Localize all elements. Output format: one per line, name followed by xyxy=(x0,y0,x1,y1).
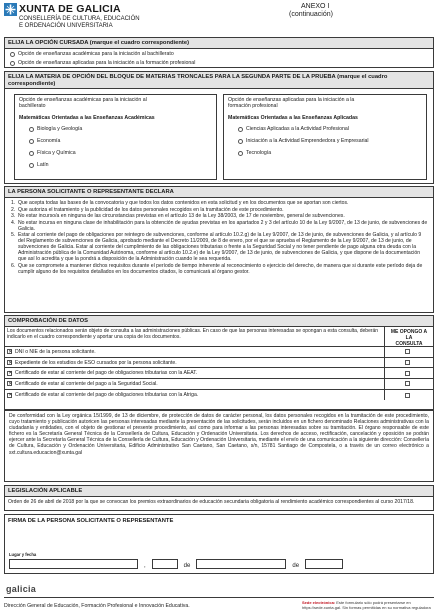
economia-label: Economía xyxy=(37,138,61,144)
oppose-aeat-checkbox[interactable] xyxy=(405,371,410,376)
materia-title: ELIJA LA MATERIA DE OPCIÓN DEL BLOQUE DE MATERIAS TRONCALES PARA LA SEGUNDA PARTE DE LA PRUEBA (marque el cuadro correspondiente) xyxy=(5,72,433,89)
materia-academicas-subtitle: Matemáticas Orientadas a las Enseñanzas Académicas xyxy=(19,115,155,121)
firma-title: FIRMA DE LA PERSONA SOLICITANTE O REPRESENTANTE xyxy=(8,518,174,524)
oppose-cell xyxy=(385,347,433,358)
atriga-document-check xyxy=(7,393,12,398)
legislacion-section xyxy=(4,485,434,511)
lugar-fecha-label: Lugar y fecha xyxy=(9,552,37,557)
comprobacion-section xyxy=(4,315,434,410)
materia-option-biologia[interactable] xyxy=(29,126,212,132)
materia-aplicadas-title-1: Opción de enseñanzas aplicadas para la iniciación a la xyxy=(228,97,355,103)
declara-item xyxy=(11,220,429,232)
declara-item xyxy=(11,232,429,262)
anexo-continuacion: (continuación) xyxy=(289,11,333,18)
firma-section xyxy=(4,514,434,574)
mes-input[interactable] xyxy=(196,559,286,569)
materia-aplicadas-title-2: formación profesional xyxy=(228,103,278,109)
document-header xyxy=(4,3,434,33)
seguridad-social-document-check xyxy=(7,381,12,386)
table-row xyxy=(5,390,384,401)
comprobacion-oppose-column xyxy=(385,327,433,400)
opcion-cursada-title: ELIJA LA OPCIÓN CURSADA (marque el cuadro correspondiente) xyxy=(5,38,433,49)
declara-item-number: 2. xyxy=(11,206,16,213)
materia-option-latin[interactable] xyxy=(29,162,212,168)
fisica-label: Física y Química xyxy=(37,150,76,156)
oppose-atriga-checkbox[interactable] xyxy=(405,393,410,398)
biologia-radio[interactable] xyxy=(29,127,34,132)
oppose-seguridad-social-checkbox[interactable] xyxy=(405,381,410,386)
materia-option-iniciacion[interactable] xyxy=(238,138,422,144)
ciencias-label: Ciencias Aplicadas a la Actividad Profesional xyxy=(246,126,349,132)
declara-item-text: Estar al corriente del pago de obligaciones por reintegro de subvenciones, conforme al artículo 10.2.g) de la Ley 9/2007, de 13 de junio, de subvenciones de Galicia, y al artículo 9 del Reglamento de subvenciones de Galicia, aprobado mediante el Decreto 11/2009, de 8 de enero, por el que se aprueba el Reglamento de la Ley 9/2007, de 13 de junio, de subvenciones de Galicia. Estar al corriente del cumplimiento de las obligaciones tributarias o frente a la Seguridad Social y no tener pendiente de pago alguna otra deuda con la Administración pública de la Comunidad Autónoma, conforme al artículo 10.2.e) de la Ley 9/2007, de 13 de junio, de subvenciones de Galicia, y que dispone de la documentación que así lo acredita y que la pondrá a disposición de la Administración cuando le sea requerida. xyxy=(18,232,422,263)
comprobacion-table xyxy=(5,326,433,400)
opcion-aplicadas-label: Opción de enseñanzas aplicadas para la iniciación a la formación profesional xyxy=(18,60,196,66)
declara-item-text: Que se compromete a mantener dichos requisitos durante el período de tiempo inherente al reconocimiento o ejercicio del derecho, de manera que si durante este período deja de cumplir alguno de los requisitos detallados en los documentos citados, lo comunicará al órgano gestor. xyxy=(18,262,423,275)
materia-aplicadas-box xyxy=(223,94,427,180)
oppose-header-line-1: ME OPONGO A LA xyxy=(390,329,428,341)
lugar-fecha-row xyxy=(9,559,343,569)
comma-separator: , xyxy=(144,563,146,569)
table-row xyxy=(5,347,384,358)
xunta-cross-icon xyxy=(4,3,17,16)
brand-name: XUNTA DE GALICIA xyxy=(19,3,121,15)
tecnologia-label: Tecnología xyxy=(246,150,272,156)
comprobacion-title: COMPROBACIÓN DE DATOS xyxy=(5,316,433,326)
tecnologia-radio[interactable] xyxy=(238,151,243,156)
proteccion-datos-section xyxy=(4,410,434,482)
conselleria-line-2: E ORDENACIÓN UNIVERSITARIA xyxy=(19,23,113,29)
oppose-column-header xyxy=(385,327,433,347)
materia-academicas-title-2: bachillerato xyxy=(19,103,46,109)
opcion-academicas-radio[interactable] xyxy=(10,52,15,57)
conselleria-name xyxy=(19,16,140,30)
document-label: Expediente de los estudios de ESO cursados por la persona solicitante. xyxy=(15,359,177,366)
oppose-expediente-checkbox[interactable] xyxy=(405,360,410,365)
declara-list xyxy=(5,198,433,278)
biologia-label: Biología y Geología xyxy=(37,126,83,132)
conselleria-line-1: CONSELLERÍA DE CULTURA, EDUCACIÓN xyxy=(19,16,140,22)
ciencias-radio[interactable] xyxy=(238,127,243,132)
declara-item-number: 4. xyxy=(11,219,16,226)
declara-item-number: 6. xyxy=(11,262,16,269)
sede-label: Sede electrónica: xyxy=(302,600,336,605)
declara-item xyxy=(11,213,429,219)
economia-radio[interactable] xyxy=(29,139,34,144)
table-row xyxy=(5,358,384,369)
opcion-aplicadas-radio[interactable] xyxy=(10,61,15,66)
oppose-header-line-2: CONSULTA xyxy=(395,341,423,347)
dia-input[interactable] xyxy=(152,559,178,569)
materia-academicas-title-1: Opción de enseñanzas académicas para la iniciación al xyxy=(19,97,147,103)
declara-item-text: No estar incursa en ninguna clase de inhabilitación para la obtención de ayudas previstas en los apartados 2 y 3 del artículo 10 de la Ley 9/2007, de 13 de junio, de subvenciones de Galicia. xyxy=(18,219,428,232)
declara-section xyxy=(4,186,434,313)
oppose-cell xyxy=(385,390,433,401)
anexo-label xyxy=(289,3,333,19)
iniciacion-label: Iniciación a la Actividad Emprendedora y Empresarial xyxy=(246,138,369,144)
opcion-academicas-label: Opción de enseñanzas académicas para la iniciación al bachillerato xyxy=(18,51,174,57)
legislacion-title: LEGISLACIÓN APLICABLE xyxy=(5,486,433,497)
dni-document-check xyxy=(7,349,12,354)
declara-item-number: 5. xyxy=(11,232,16,239)
footer-sede xyxy=(302,600,434,610)
de-separator-2: de xyxy=(292,563,300,569)
declara-item-text: Que autoriza el tratamiento y la publicidad de los datos personales recogidos en la tramitación de este procedimiento. xyxy=(18,206,284,213)
table-row xyxy=(5,379,384,390)
comprobacion-documents-column xyxy=(5,327,385,400)
latin-radio[interactable] xyxy=(29,163,34,168)
declara-item-text: No estar incurso/a en ninguna de las circunstancias previstas en el artículo 13 de la Ley 38/2003, de 17 de noviembre, general de subvenciones. xyxy=(18,213,345,220)
fisica-radio[interactable] xyxy=(29,151,34,156)
latin-label: Latín xyxy=(37,162,49,168)
document-label: Certificado de estar al corriente del pago a la Seguridad Social. xyxy=(15,380,158,387)
materia-option-fisica[interactable] xyxy=(29,150,212,156)
declara-item xyxy=(11,207,429,213)
oppose-dni-checkbox[interactable] xyxy=(405,349,410,354)
declara-item-number: 1. xyxy=(11,200,16,206)
materia-option-tecnologia[interactable] xyxy=(238,150,422,156)
materia-academicas-box xyxy=(14,94,217,180)
opcion-aplicadas-row[interactable] xyxy=(10,60,433,66)
iniciacion-radio[interactable] xyxy=(238,139,243,144)
proteccion-datos-text: De conformidad con la Ley orgánica 15/1999, de 13 de diciembre, de protección de datos de carácter personal, los datos personales recogidos en la tramitación de este procedimiento, cuyo tratamiento y publicación autoricen las personas interesadas mediante la presentación de las solicitudes, serán incluidos en un fichero denominado Relaciones administrativas con la ciudadanía y entidades, con el objeto de gestionar el presente procedimiento, así como para informar a las personas interesadas sobre su tramitación. El órgano responsable de este fichero es la Secretaría General Técnica de la Consellería de Cultura, Educación y Ordenación Universitaria. Los derechos de acceso, rectificación, cancelación y oposición se podrán ejercer ante la Secretaría General Técnica de la Consellería de Cultura, Educación y Ordenación Universitaria, mediante el envío de una comunicación a la siguiente dirección: Consellería de Cultura, Educación y Ordenación Universitaria, Edificio Administrativo San Caetano, San Caetano, s/n, 15781 Santiago de Compostela, o a través de un correo electrónico a sxt.cultura.educacion@xunta.gal xyxy=(9,413,429,456)
aeat-document-check xyxy=(7,371,12,376)
materia-aplicadas-subtitle: Matemáticas Orientadas a las Enseñanzas Aplicadas xyxy=(228,115,358,121)
lugar-input[interactable] xyxy=(9,559,138,569)
expediente-document-check xyxy=(7,360,12,365)
sede-text: Este formulario sólo podrá presentarse en https://sede.xunta.gal. Sin formas permitidas en su normativa reguladora xyxy=(302,600,431,610)
anexo-title: ANEXO I xyxy=(301,3,330,10)
declara-item-text: Que acepta todas las bases de la convocatoria y que todos los datos contenidos en esta solicitud y en los documentos que se aportan son ciertos. xyxy=(18,200,349,206)
comprobacion-header-text: Los documentos relacionados serán objeto de consulta a las administraciones públicas. En caso de que las personas interesadas se opongan a esta consulta, deberán indicarlo en el cuadro correspondiente y aportar una copia de los documentos. xyxy=(5,327,384,347)
declara-item xyxy=(11,200,429,206)
materia-option-economia[interactable] xyxy=(29,138,212,144)
opcion-cursada-section xyxy=(4,37,434,68)
opcion-academicas-row[interactable] xyxy=(10,51,433,57)
table-row xyxy=(5,368,384,379)
footer-divider xyxy=(4,597,434,598)
document-label: Certificado de estar al corriente del pago de obligaciones tributarias con la Atriga. xyxy=(15,392,199,399)
declara-item xyxy=(11,263,429,275)
materia-option-ciencias[interactable] xyxy=(238,126,422,132)
ano-input[interactable] xyxy=(305,559,343,569)
galicia-logo: galicia xyxy=(6,584,37,594)
materia-section xyxy=(4,71,434,184)
oppose-cell xyxy=(385,368,433,379)
declara-item-number: 3. xyxy=(11,213,16,220)
xunta-logo xyxy=(4,3,17,16)
oppose-cell xyxy=(385,358,433,369)
oppose-cell xyxy=(385,379,433,390)
de-separator-1: de xyxy=(183,563,191,569)
document-label: Certificado de estar al corriente del pago de obligaciones tributarias con la AEAT. xyxy=(15,370,198,377)
legislacion-text: Orden de 26 de abril de 2018 por la que se convocan los premios extraordinarios de educación secundaria obligatoria al rendimiento académico correspondientes al curso 2017/18. xyxy=(8,499,415,505)
document-label: DNI o NIE de la persona solicitante. xyxy=(15,348,96,355)
footer-direccion: Dirección General de Educación, Formación Profesional e Innovación Educativa. xyxy=(4,603,190,609)
declara-title: LA PERSONA SOLICITANTE O REPRESENTANTE DECLARA xyxy=(5,187,433,198)
